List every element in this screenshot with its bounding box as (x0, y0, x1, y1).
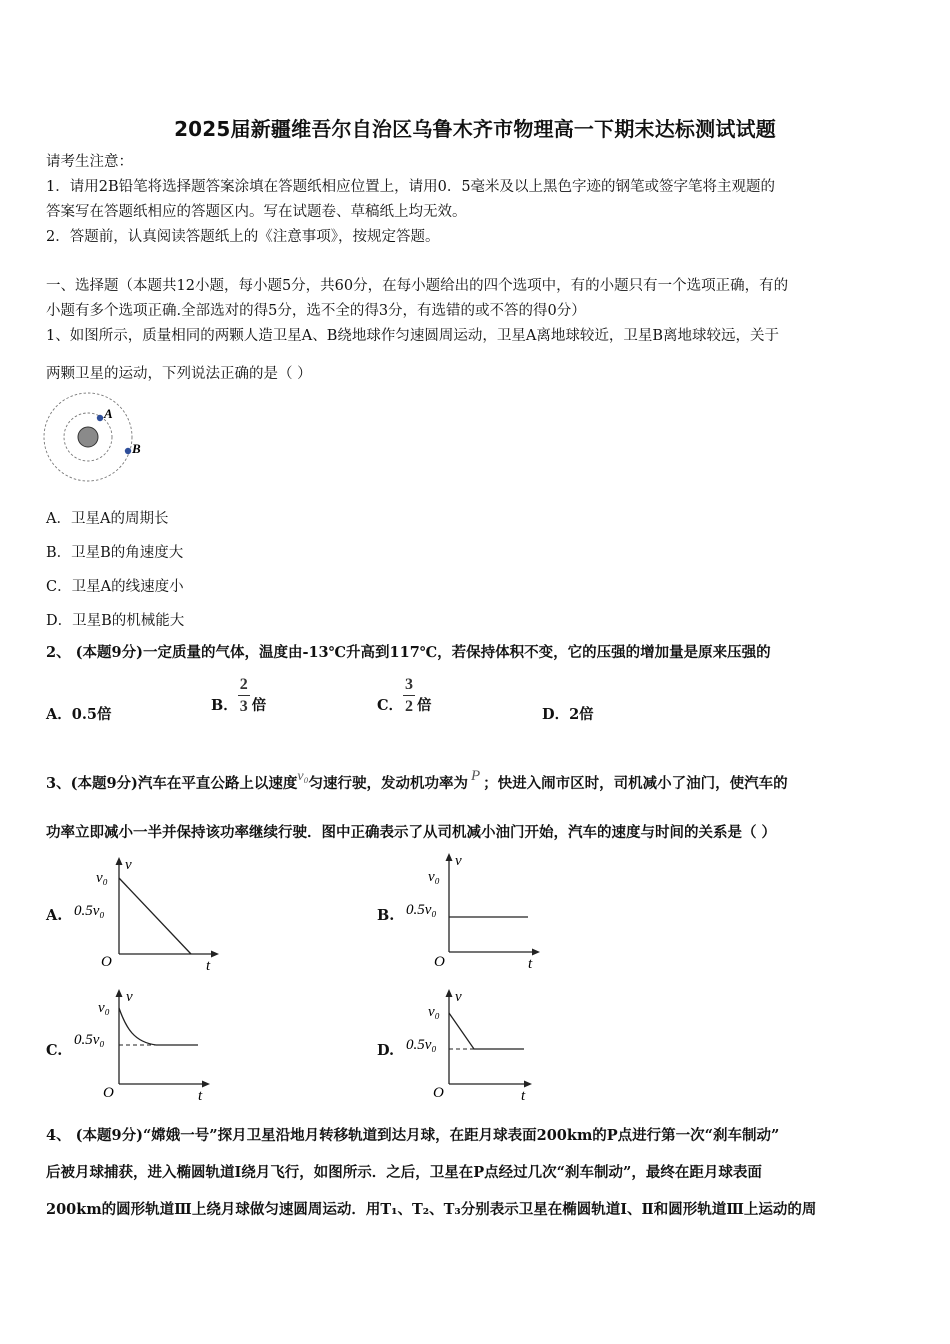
tick-label-v0: v₀ (428, 1004, 440, 1020)
tick-label-half-v0: 0.5v₀ (74, 1032, 105, 1048)
q2-stem: 2、 (本题9分)一定质量的气体，温度由-13℃升高到117℃，若保持体积不变，它的压强的增加量是原来压强的 (46, 644, 771, 661)
q3-stem-line-2: 功率立即减小一半并保持该功率继续行驶．图中正确表示了从司机减小油门开始，汽车的速度与时间的关系是（ ） (46, 824, 777, 841)
notice-line-1a: 1．请用2B铅笔将选择题答案涂填在答题纸相应位置上，请用0．5毫米及以上黑色字迹的钢笔或签字笔将主观题的 (46, 179, 776, 195)
q1-option-a: A．卫星A的周期长 (46, 511, 169, 527)
tick-label-v0: v₀ (98, 1000, 110, 1016)
q2-fraction-b-numerator: 2 (238, 677, 250, 696)
q2-fraction-b-denominator: 3 (239, 698, 248, 715)
q1-option-c: C．卫星A的线速度小 (46, 579, 184, 595)
q3-graph-a (70, 852, 230, 974)
q3-stem-line-1 (46, 768, 788, 795)
axis-label-v: v (455, 853, 462, 869)
origin-label: O (433, 1085, 444, 1101)
origin-label: O (101, 954, 112, 970)
q2-option-b (211, 677, 266, 715)
axis-label-v: v (125, 857, 132, 873)
satellite-b-label: B (132, 441, 141, 456)
q1-orbit-figure (40, 392, 152, 486)
tick-label-v0: v₀ (96, 870, 108, 886)
q2-option-c (377, 677, 432, 715)
satellite-a (97, 415, 103, 421)
q3-stem-part-a: 3、(本题9分)汽车在平直公路上以速度 (46, 775, 298, 792)
q3-symbol-v0: v₀ (297, 769, 309, 784)
notice-line-1b: 答案写在答题纸相应的答题区内。写在试题卷、草稿纸上均无效。 (46, 204, 467, 220)
axis-label-v: v (126, 989, 133, 1005)
axis-label-v: v (455, 989, 462, 1005)
q3-option-c-label: C. (46, 1042, 63, 1059)
q3-graph-d (400, 984, 560, 1106)
axis-label-t: t (198, 1088, 203, 1104)
axis-label-t: t (206, 958, 211, 974)
q3-graph-b (400, 848, 560, 974)
section-line-2: 小题有多个选项正确.全部选对的得5分，选不全的得3分，有选错的或不答的得0分） (46, 303, 586, 319)
q3-stem-part-c: ；快进入闹市区时，司机减小了油门，使汽车的 (483, 775, 788, 792)
origin-label: O (434, 954, 445, 970)
tick-label-half-v0: 0.5v₀ (406, 902, 437, 918)
q2-fraction-c-denominator: 2 (405, 698, 414, 715)
q4-stem-line-2: 后被月球捕获，进入椭圆轨道Ⅰ绕月飞行，如图所示．之后，卫星在P点经过几次“刹车制动”，最终在距月球表面 (46, 1164, 762, 1181)
velocity-line (119, 878, 191, 954)
tick-label-half-v0: 0.5v₀ (406, 1037, 437, 1053)
page-title: 2025届新疆维吾尔自治区乌鲁木齐市物理高一下期末达标测试试题 (174, 117, 776, 141)
q2-option-d: D．2倍 (542, 706, 594, 723)
notice-line-2: 2．答题前，认真阅读答题纸上的《注意事项》，按规定答题。 (46, 229, 440, 245)
axis-label-t: t (521, 1088, 526, 1104)
q3-graph-c (70, 984, 230, 1106)
q2-option-a: A．0.5倍 (46, 706, 112, 723)
satellite-b (125, 448, 131, 454)
q2-option-c-suffix: 倍 (417, 696, 432, 714)
q3-stem-part-b: 匀速行驶，发动机功率为 (308, 775, 468, 792)
q3-symbol-p: P (471, 768, 481, 784)
q2-option-c-label: C． (377, 696, 404, 714)
q4-stem-line-1: 4、 (本题9分)“嫦娥一号”探月卫星沿地月转移轨道到达月球，在距月球表面200km的P点进行第一次“刹车制动” (46, 1127, 780, 1144)
velocity-curve (119, 1008, 198, 1045)
q2-fraction-c (403, 677, 415, 715)
axis-label-t: t (528, 956, 533, 972)
q3-option-a-label: A. (46, 907, 63, 924)
q1-option-d: D．卫星B的机械能大 (46, 613, 185, 629)
q1-stem-line-1: 1、如图所示，质量相同的两颗人造卫星A、B绕地球作匀速圆周运动，卫星A离地球较近，卫星B离地球较远，关于 (46, 328, 779, 344)
q2-fraction-b (238, 677, 250, 715)
q1-option-b: B．卫星B的角速度大 (46, 545, 184, 561)
q3-option-d-label: D. (377, 1042, 395, 1059)
q1-stem-line-2: 两颗卫星的运动，下列说法正确的是（ ） (46, 366, 312, 382)
section-line-1: 一、选择题（本题共12小题，每小题5分，共60分，在每小题给出的四个选项中，有的小题只有一个选项正确，有的 (46, 278, 789, 294)
q2-option-b-label: B． (211, 696, 238, 714)
q3-option-b-label: B. (377, 907, 395, 924)
q4-stem-line-3: 200km的圆形轨道Ⅲ上绕月球做匀速圆周运动．用T₁、T₂、T₃分别表示卫星在椭圆轨道Ⅰ、Ⅱ和圆形轨道Ⅲ上运动的周 (46, 1201, 817, 1218)
satellite-a-label: A (104, 406, 113, 421)
tick-label-v0: v₀ (428, 869, 440, 885)
earth-icon (78, 427, 98, 447)
tick-label-half-v0: 0.5v₀ (74, 903, 105, 919)
q2-option-b-suffix: 倍 (251, 696, 267, 714)
q2-fraction-c-numerator: 3 (403, 677, 415, 696)
origin-label: O (103, 1085, 114, 1101)
notice-heading: 请考生注意： (46, 154, 133, 170)
velocity-line (449, 1013, 524, 1049)
